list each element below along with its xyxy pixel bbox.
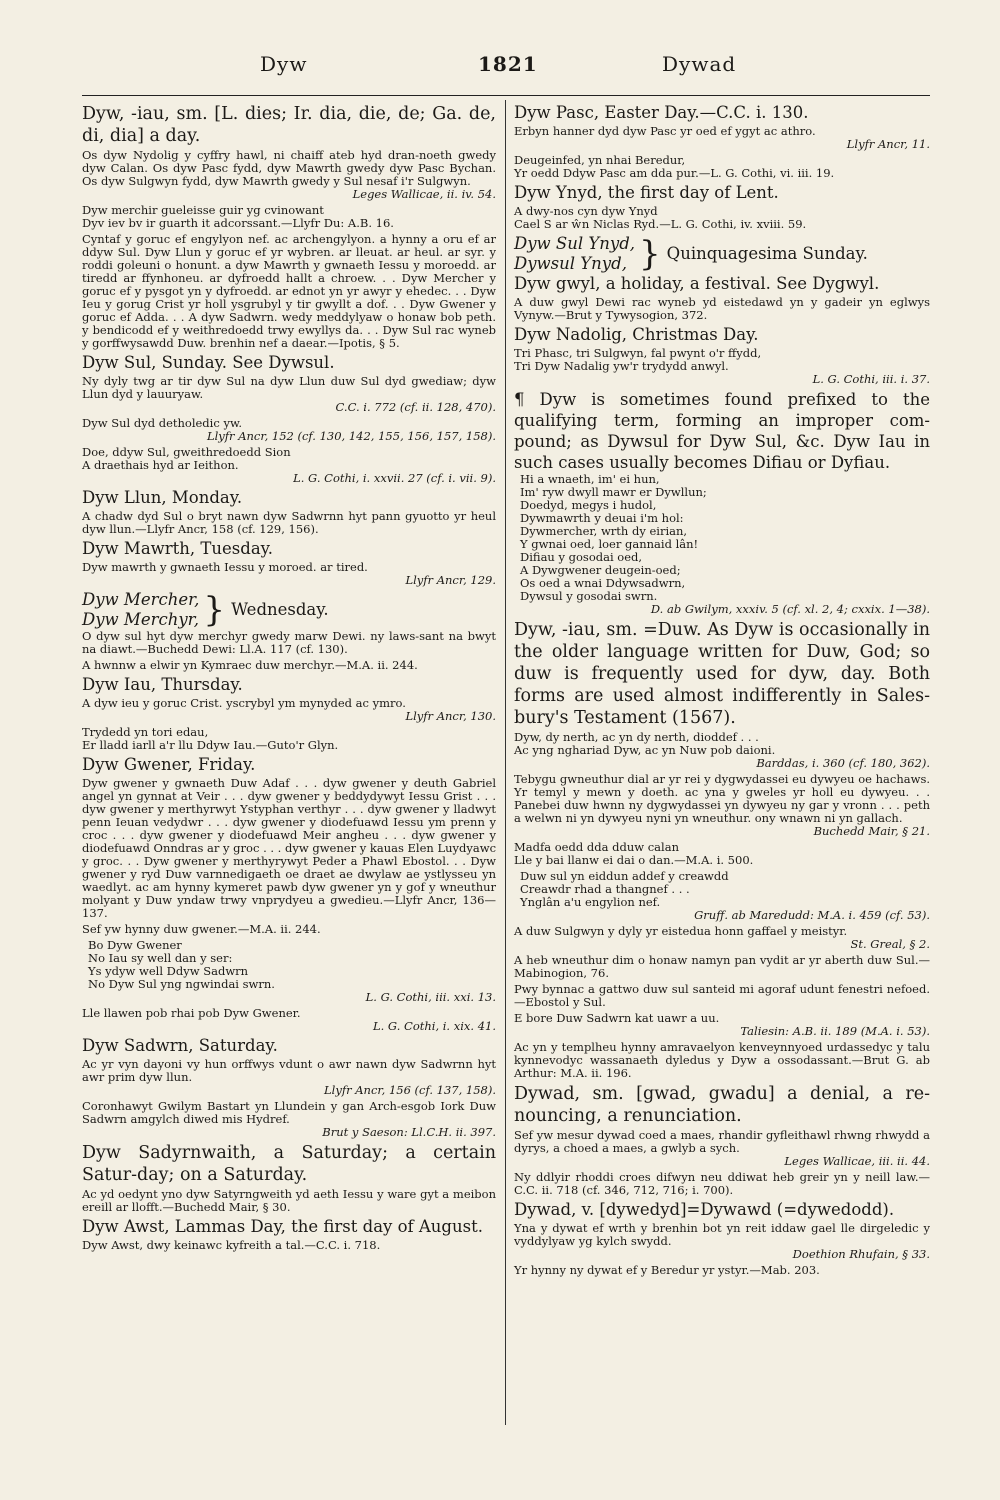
source-citation: Llyfr Ancr, 156 (cf. 137, 158). — [324, 1083, 496, 1097]
source-citation: Gruff. ab Maredudd: M.A. i. 459 (cf. 53). — [694, 908, 930, 922]
headword-variant: Dyw Mercher, — [82, 590, 200, 609]
quotation: Sef yw mesur dywad coed a maes, rhandir gyfleithawl rhwng rhwydd a dyrys, a choed a maes, a gwlyb a sych. — [514, 1128, 930, 1155]
quotation: A dyw ieu y goruc Crist. yscrybyl ym mynyded ac ymro. — [82, 696, 406, 710]
entry-headword: Dyw Nadolig, Christmas Day. — [514, 325, 759, 344]
quotation: A heb wneuthur dim o honaw namyn pan vydit ar yr aberth duw Sul.—Mabinogion, 76. — [514, 953, 930, 980]
quotation: Madfa oedd dda dduw calan Lle y bai llanw ei dai o dan.—M.A. i. 500. — [514, 840, 754, 867]
entry-headword: Dyw Ynyd, the first day of Lent. — [514, 183, 779, 202]
source-citation: Buchedd Mair, § 21. — [813, 824, 930, 838]
header-right-word: Dywad — [662, 52, 737, 76]
headword-variant: Dyw Merchyr, — [82, 610, 199, 629]
source-citation: L. G. Cothi, iii. i. 37. — [812, 372, 930, 386]
source-citation: C.C. i. 772 (cf. ii. 128, 470). — [335, 400, 496, 414]
headword-gloss: Quinquagesima Sunday. — [666, 244, 868, 263]
entry-headword: Dyw Pasc, Easter Day.—C.C. i. 130. — [514, 103, 809, 122]
entry-headword: Dywad, sm. [gwad, gwadu] a denial, a re-nouncing, a renunciation. — [514, 1084, 930, 1126]
headword-variant: Dyw Sul Ynyd, — [514, 234, 636, 253]
entry-headword: Dyw Gwener, Friday. — [82, 755, 256, 774]
quotation: Ac yn y templheu hynny amravaelyon kenveynnyoed urdassedyc y talu kynnevodyc wassanaeth dyledus y Dyw a ossodassant.—Brut G. ab Arthur: M.A. ii. 196. — [514, 1040, 930, 1080]
source-citation: L. G. Cothi, i. xix. 41. — [372, 1019, 496, 1033]
headword-variant: Dywsul Ynyd, — [514, 254, 627, 273]
source-citation: L. G. Cothi, iii. xxi. 13. — [365, 990, 496, 1004]
quotation: A chadw dyd Sul o bryt nawn dyw Sadwrnn hyt pann gyuotto yr heul dyw llun.—Llyfr Ancr, 158 (cf. 129, 156). — [82, 509, 496, 536]
source-citation: D. ab Gwilym, xxxiv. 5 (cf. xl. 2, 4; cxxix. 1—38). — [650, 602, 930, 616]
braced-headword-group — [514, 234, 930, 274]
quotation: Deugeinfed, yn nhai Beredur, Yr oedd Ddyw Pasc am dda pur.—L. G. Cothi, vi. iii. 19. — [514, 153, 835, 180]
quotation: Ac yr vyn dayoni vy hun orffwys vdunt o awr nawn dyw Sadwrnn hyt awr prim dyw llun. — [82, 1057, 496, 1084]
quotation: A duw gwyl Dewi rac wyneb yd eistedawd yn y gadeir yn eglwys Vynyw.—Brut y Tywysogion, 372. — [514, 295, 930, 322]
entry-headword: Dyw Iau, Thursday. — [82, 675, 243, 694]
source-citation: Llyfr Ancr, 11. — [846, 137, 930, 151]
entry-headword: Dyw, -iau, sm. =Duw. As Dyw is occasionally in the older language written for Duw, God; so duw is frequently used for dyw, day. Both forms are used almost indifferently in Sales-bury's Testament (1567). — [514, 620, 930, 728]
quotation: A duw Sulgwyn y dyly yr eistedua honn gaffael y meistyr. — [514, 924, 848, 938]
header-left-word: Dyw — [260, 52, 308, 76]
entry-headword: Dyw Sul, Sunday. See Dywsul. — [82, 353, 335, 372]
quotation: Cyntaf y goruc ef engylyon nef. ac archengylyon. a hynny a oru ef ar ddyw Sul. Dyw Llun y goruc ef yr wybren. ar lleuat. ar heul. ar syr. y roddi goleuni o honunt. a dyw Mawrth y gwnaeth Iessu y moroedd. ar tiredd ar ffynhoneu. ar dyfroedd hallt a chroew. . . Dyw Mercher y goruc ef y pysgot yn y dyfroedd. ar ednot yn yr awyr y ehedec. . . Dyw Ieu y gorug Crist yr holl ysgrubyl y tir gwyllt a dof. . . Dyw Gwener y goruc ef Adda. . . A dyw Sadwrn. wedy meddylyaw o honaw bob peth. y bendicodd ef y weithredoedd trwy ewyllys da. . . Dyw Sul rac wyneb y gorffwysawdd Duw. brenhin nef a daear.—Ipotis, § 5. — [82, 232, 496, 350]
quotation: Pwy bynnac a gattwo duw sul santeid mi agoraf udunt fenestri nefoed.—Ebostol y Sul. — [514, 982, 930, 1009]
entry-headword: Dyw Llun, Monday. — [82, 488, 243, 507]
source-citation: L. G. Cothi, i. xxvii. 27 (cf. i. vii. 9). — [293, 471, 496, 485]
source-citation: Leges Wallicae, iii. ii. 44. — [784, 1154, 930, 1168]
spacer — [82, 1252, 496, 1255]
quotation: Ny dyly twg ar tir dyw Sul na dyw Llun duw Sul dyd gwediaw; dyw Llun dyd y lauuryaw. — [82, 374, 496, 401]
quotation: O dyw sul hyt dyw merchyr gwedy marw Dewi. ny laws-sant na bwyt na diawt.—Buchedd Dewi: Ll.A. 117 (cf. 130). — [82, 629, 496, 656]
entry-headword: Dyw gwyl, a holiday, a festival. See Dygwyl. — [514, 274, 880, 293]
quotation: Dyw Sul dyd detholedic yw. — [82, 416, 243, 430]
quotation: Dyw, dy nerth, ac yn dy nerth, dioddef . . . Ac yng nghariad Dyw, ac yn Nuw pob daioni. — [514, 730, 776, 757]
quotation: Coronhawyt Gwilym Bastart yn Llundein y gan Arch-esgob Iork Duw Sadwrn amgylch diwed mis Hydref. — [82, 1099, 496, 1126]
quotation: Ac yd oedynt yno dyw Satyrngweith yd aeth Iessu y ware gyt a meibon ereill ar llofft.—Buchedd Mair, § 30. — [82, 1187, 496, 1214]
source-citation: Barddas, i. 360 (cf. 180, 362). — [756, 756, 930, 770]
source-citation: Taliesin: A.B. ii. 189 (M.A. i. 53). — [740, 1024, 930, 1038]
source-citation: Llyfr Ancr, 152 (cf. 130, 142, 155, 156, 157, 158). — [206, 429, 496, 443]
quotation: E bore Duw Sadwrn kat uawr a uu. — [514, 1011, 720, 1025]
quotation: A hwnnw a elwir yn Kymraec duw merchyr.—M.A. ii. 244. — [82, 658, 418, 672]
verse-quotation: Duw sul yn eiddun addef y creawdd Creawdr rhad a thangnef . . . Ynglân a'u engylion nef. — [520, 869, 729, 909]
verse-quotation: Bo Dyw Gwener No Iau sy well dan y ser: Ys ydyw well Ddyw Sadwrn No Dyw Sul yng ngwindai swrn. — [88, 938, 275, 991]
entry-headword: Dywad, v. [dywedyd]=Dywawd (=dywedodd). — [514, 1200, 895, 1219]
quotation: Yna y dywat ef wrth y brenhin bot yn reit iddaw gael lle dirgeledic y vyddylyaw yg kylch swydd. — [514, 1221, 930, 1248]
entry-headword: Dyw Awst, Lammas Day, the first day of August. — [82, 1217, 483, 1236]
entry-headword: Dyw Sadwrn, Saturday. — [82, 1036, 278, 1055]
quotation: Dyw mawrth y gwnaeth Iessu y moroed. ar tired. — [82, 560, 368, 574]
quotation: Ny ddlyir rhoddi croes difwyn neu ddiwat heb greir yn y neill law.—C.C. ii. 718 (cf. 346, 712, 716; i. 700). — [514, 1170, 930, 1197]
source-citation: Brut y Saeson: Ll.C.H. ii. 397. — [322, 1125, 496, 1139]
brace-glyph: } — [639, 234, 661, 274]
quotation: A dwy-nos cyn dyw Ynyd Cael S ar ŵn Niclas Ryd.—L. G. Cothi, iv. xviii. 59. — [514, 204, 807, 231]
quotation: Dyw gwener y gwnaeth Duw Adaf . . . dyw gwener y deuth Gabriel angel yn gynnat at Veir . . . dyw gwener y beddydywyt Iessu Grist . . . dyw gwener y merthyrwyt Ystyphan verthyr . . . dyw gwener y lladwyt penn Ieuan vedydwr . . . dyw gwener y diodefuawd Iessu ym prenn y croc . . . dyw gwener y diodefuawd Meir angheu . . . dyw gwener y diodefuawd Onndras ar y groc . . . dyw gwener y kauas Elen Luydyawc y groc. . . Dyw gwener y merthyrywyt Peder a Phawl Ebostol. . . Dyw gwener y ryd Duw varnnedigaeth oe draet ae dwylaw ae ystlysseu yn waedlyt. ac am hynny kymeret pawb dyw gwener yn y gof y wneuthur molyant y Duw yndaw trwy vnprydyeu a gwedieu.—Llyfr Ancr, 136—137. — [82, 776, 497, 920]
quotation: Os dyw Nydolig y cyffry hawl, ni chaiff ateb hyd dran-noeth gwedy dyw Calan. Os dyw Pasc fydd, dyw Mawrth gwedy dyw Pasc Bychan. Os dyw Sulgwyn fydd, dyw Mawrth gwedy y Sul nesaf i'r Sulgwyn. — [82, 148, 496, 188]
quotation: Doe, ddyw Sul, gweithredoedd Sion A draethais hyd ar Ieithon. — [82, 445, 291, 472]
entry-headword: Dyw Mawrth, Tuesday. — [82, 539, 274, 558]
quotation: Trydedd yn tori edau, Er lladd iarll a'r llu Ddyw Iau.—Guto'r Glyn. — [82, 725, 339, 752]
quotation: Lle llawen pob rhai pob Dyw Gwener. — [82, 1006, 301, 1020]
source-citation: St. Greal, § 2. — [850, 937, 930, 951]
quotation: Tri Phasc, tri Sulgwyn, fal pwynt o'r ffydd, Tri Dyw Nadalig yw'r trydydd anwyl. — [514, 346, 762, 373]
headword-gloss: Wednesday. — [231, 600, 329, 619]
quotation: Dyw merchir gueleisse guir yg cvinowant Dyv iev bv ir guarth it adcorssant.—Llyfr Du: A.B. 16. — [82, 203, 394, 230]
entry-headword: Dyw Sadyrnwaith, a Saturday; a certain Satur-day; on a Saturday. — [82, 1143, 496, 1185]
quotation: Erbyn hanner dyd dyw Pasc yr oed ef ygyt ac athro. — [514, 124, 816, 138]
running-header — [80, 52, 930, 82]
column-divider — [505, 100, 506, 1425]
source-citation: Llyfr Ancr, 130. — [405, 709, 496, 723]
source-citation: Doethion Rhufain, § 33. — [792, 1247, 930, 1261]
page-number: 1821 — [478, 52, 538, 76]
spacer — [514, 1277, 930, 1280]
quotation: Yr hynny ny dywat ef y Beredur yr ystyr.—Mab. 203. — [514, 1263, 820, 1277]
source-citation: Llyfr Ancr, 129. — [405, 573, 496, 587]
quotation: Sef yw hynny duw gwener.—M.A. ii. 244. — [82, 922, 321, 936]
left-column — [82, 103, 496, 1255]
quotation: Tebygu gwneuthur dial ar yr rei y dygwydassei eu dywyeu oe hachaws. Yr temyl y mewn y doeth. ac yna y gweles yr holl eu dywyeu. . . Panebei duw hwnn ny dygwydassei yn dywyeu ny gar y vronn . . . peth a welwn ni yn dywyeu nyni yn wneuthur. ony wnawn ni yn gallach. — [514, 772, 930, 825]
verse-quotation: Hi a wnaeth, im' ei hun, Im' ryw dwyll mawr er Dywllun; Doedyd, megys i hudol, Dywmawrth y deuai i'm hol: Dywmercher, wrth dy eirian, Y gwnai oed, loer gannaid lân! Difiau y gosodai oed, A Dywgwener deugein-oed; Os oed a wnai Ddywsadwrn, Dywsul y gosodai swrn. — [520, 472, 707, 603]
usage-note: ¶ Dyw is sometimes found prefixed to the qualifying term, forming an improper com-pound; as Dywsul for Dyw Sul, &c. Dyw Iau in such cases usually becomes Difiau or Dyfiau. — [514, 390, 930, 472]
entry-headword: Dyw, -iau, sm. [L. dies; Ir. dia, die, de; Ga. de, di, dia] a day. — [82, 104, 496, 146]
right-column — [514, 103, 930, 1280]
source-citation: Leges Wallicae, ii. iv. 54. — [352, 187, 496, 201]
header-rule — [82, 95, 930, 96]
braced-headword-group — [82, 590, 496, 630]
quotation: Dyw Awst, dwy keinawc kyfreith a tal.—C.C. i. 718. — [82, 1238, 381, 1252]
brace-glyph: } — [203, 590, 226, 630]
